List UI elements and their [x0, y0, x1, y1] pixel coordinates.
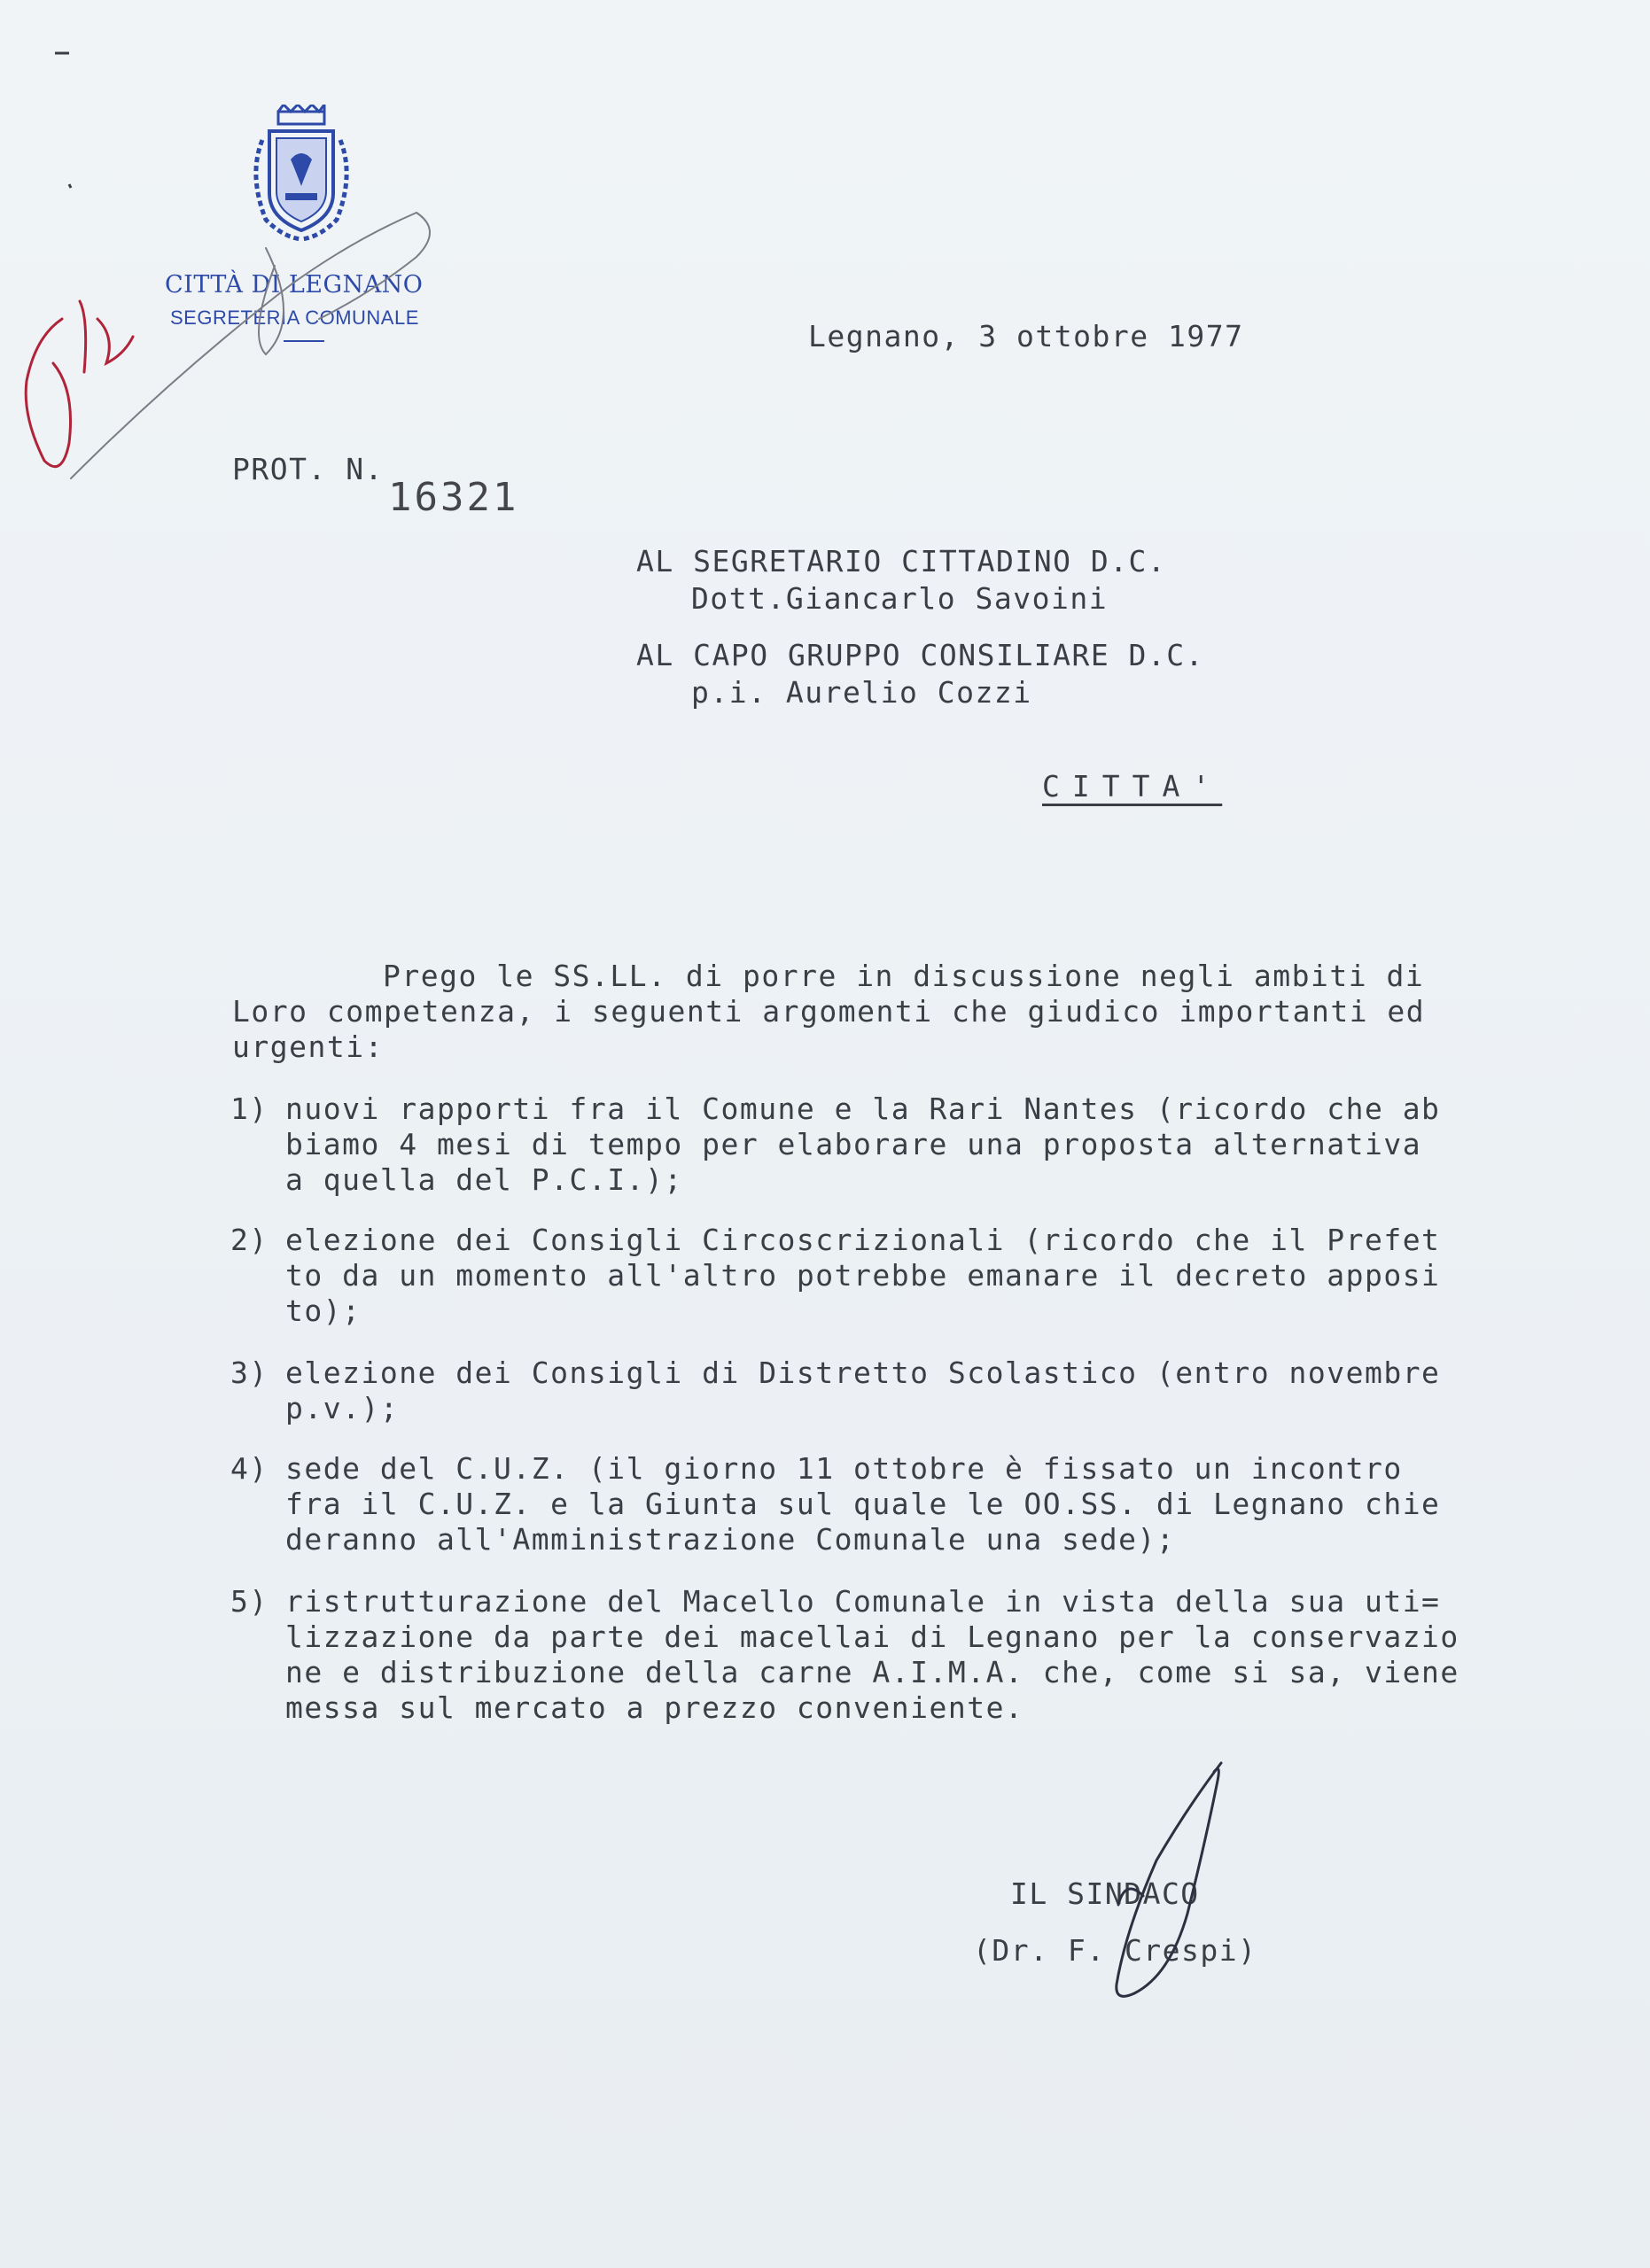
intro-paragraph: Prego le SS.LL. di porre in discussione negli ambiti di Loro competenza, i seguenti argomenti che giudico importanti ed urgenti: — [232, 959, 1426, 1064]
recipient-2-line2: p.i. Aurelio Cozzi — [691, 675, 1032, 710]
letterhead-subtitle: SEGRETERIA COMUNALE — [170, 307, 419, 329]
coat-of-arms-icon — [239, 105, 363, 246]
letterhead-rule — [284, 340, 324, 342]
recipient-1-line2: Dott.Giancarlo Savoini — [691, 581, 1109, 616]
pencil-stroke — [71, 213, 430, 478]
letterhead-title: CITTÀ DI LEGNANO — [165, 271, 424, 299]
list-item-number: 5) — [230, 1584, 269, 1619]
recipient-1-line1: AL SEGRETARIO CITTADINO D.C. — [636, 544, 1167, 579]
list-item-text: elezione dei Consigli di Distretto Scolastico (entro novembre p.v.); — [285, 1355, 1441, 1425]
list-item-number: 2) — [230, 1223, 269, 1257]
list-item-text: sede del C.U.Z. (il giorno 11 ottobre è fissato un incontro fra il C.U.Z. e la Giunta sul quale le OO.SS. di Legnano chie deranno all'Amministrazione Comunale una sede); — [285, 1451, 1441, 1557]
letter-date: Legnano, 3 ottobre 1977 — [808, 319, 1244, 353]
destination-city: CITTA' — [1042, 769, 1223, 804]
list-item-number: 1) — [230, 1091, 269, 1126]
signature-title: IL SINDACO — [1010, 1876, 1200, 1911]
list-item-number: 4) — [230, 1451, 269, 1486]
margin-dot — [69, 184, 71, 188]
red-handwritten-initials — [26, 301, 133, 467]
recipient-2-line1: AL CAPO GRUPPO CONSILIARE D.C. — [636, 638, 1205, 672]
list-item-number: 3) — [230, 1355, 269, 1390]
protocol-label: PROT. N. — [232, 452, 384, 486]
list-item-text: elezione dei Consigli Circoscrizionali (ricordo che il Prefet to da un momento all'altro potrebbe emanare il decreto apposi to); — [285, 1223, 1441, 1328]
protocol-number: 16321 — [388, 475, 519, 520]
signature-name: (Dr. F. Crespi) — [973, 1933, 1257, 1968]
list-item-text: nuovi rapporti fra il Comune e la Rari Nantes (ricordo che ab biamo 4 mesi di tempo per elaborare una proposta alternativa a quella del P.C.I.); — [285, 1091, 1441, 1197]
list-item-text: ristrutturazione del Macello Comunale in vista della sua uti= lizzazione da parte dei macellai di Legnano per la conservazio ne e distribuzione della carne A.I.M.A. che, come si sa, viene messa sul mercato a prezzo conveniente. — [285, 1584, 1459, 1725]
